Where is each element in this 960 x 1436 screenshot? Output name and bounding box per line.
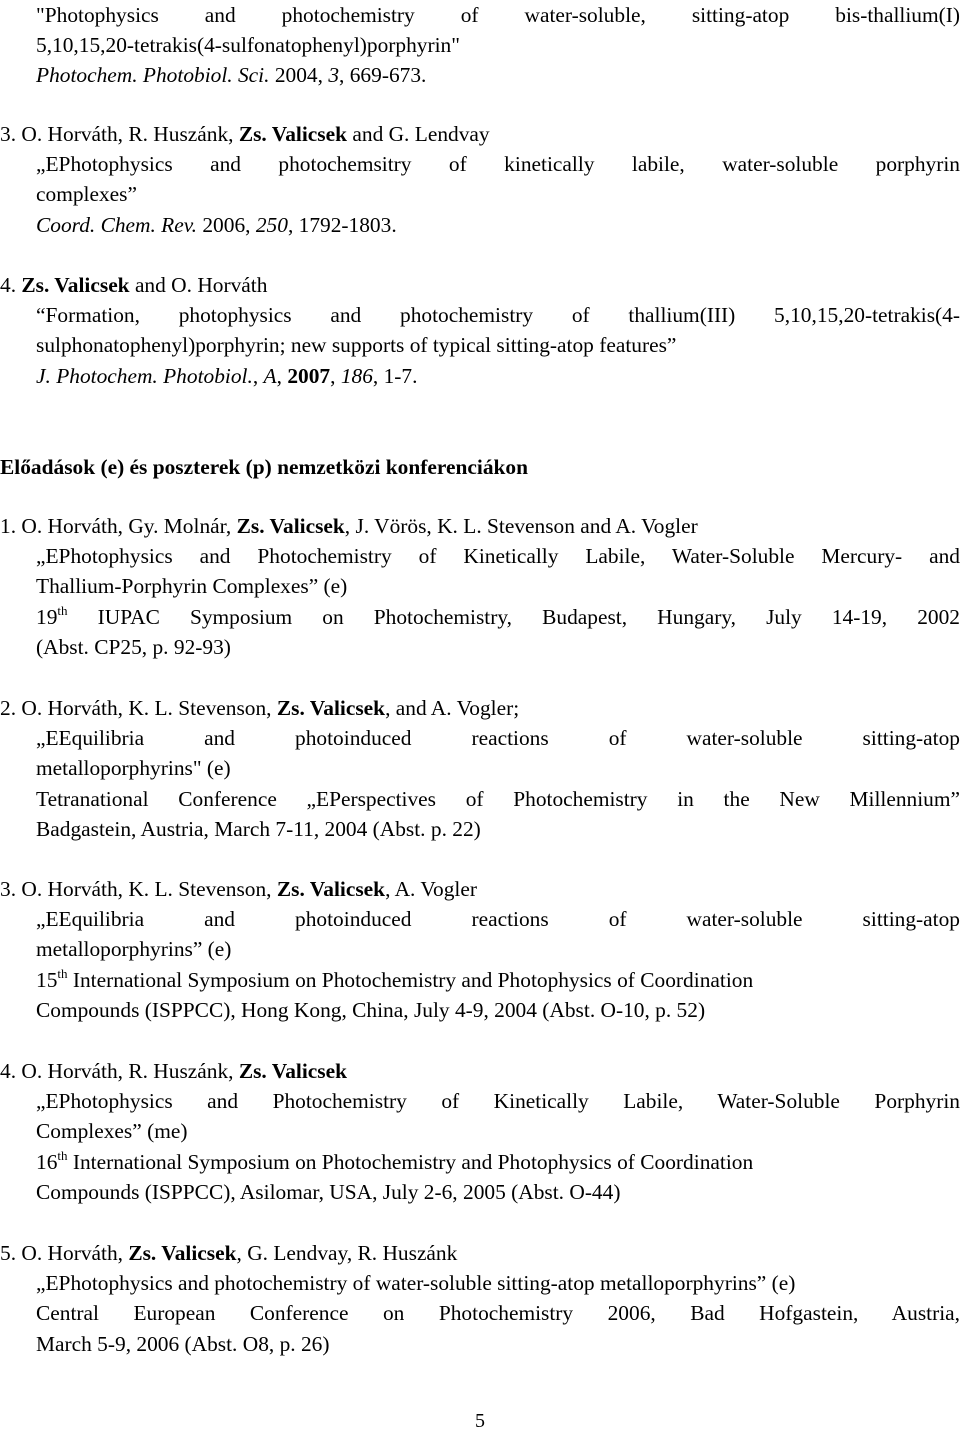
- entry-title-line: 5,10,15,20-tetrakis(4-sulfonatophenyl)porphyrin": [36, 33, 460, 58]
- entry-conference: 19th IUPAC Symposium on Photochemistry, Budapest, Hungary, July 14-19, 2002: [36, 602, 960, 629]
- highlighted-author: Zs. Valicsek: [276, 696, 386, 720]
- entry-citation: Coord. Chem. Rev. 2006, 250, 1792-1803.: [36, 212, 397, 237]
- entry-conference: Badgastein, Austria, March 7-11, 2004 (Abst. p. 22): [36, 816, 481, 841]
- entry-title-line: „EPhotophysics and Photochemistry of Kinetically Labile, Water-Soluble Mercury- and: [36, 544, 960, 569]
- section-heading: Előadások (e) és poszterek (p) nemzetközi konferenciákon: [0, 455, 528, 479]
- entry-authors: 3. O. Horváth, K. L. Stevenson, Zs. Valicsek, A. Vogler: [0, 877, 477, 901]
- entry-authors: 3. O. Horváth, R. Huszánk, Zs. Valicsek and G. Lendvay: [0, 122, 490, 146]
- highlighted-author: Zs. Valicsek: [236, 514, 345, 538]
- conference-entry-5: [0, 1238, 960, 1359]
- entry-conference: 15th International Symposium on Photochemistry and Photophysics of Coordination: [36, 965, 754, 992]
- publication-entry-4: [0, 270, 960, 391]
- entry-conference: March 5-9, 2006 (Abst. O8, p. 26): [36, 1331, 330, 1356]
- entry-conference: Compounds (ISPPCC), Asilomar, USA, July 2-6, 2005 (Abst. O-44): [36, 1179, 621, 1204]
- journal-name: Photochem. Photobiol. Sci.: [36, 63, 270, 88]
- entry-conference: Compounds (ISPPCC), Hong Kong, China, July 4-9, 2004 (Abst. O-10, p. 52): [36, 997, 706, 1022]
- entry-title-line: metalloporphyrins” (e): [36, 937, 232, 962]
- entry-conference: (Abst. CP25, p. 92-93): [36, 634, 231, 659]
- conference-entry-1: [0, 511, 960, 662]
- entry-authors: 4. O. Horváth, R. Huszánk, Zs. Valicsek: [0, 1059, 348, 1083]
- entry-title-line: Complexes” (me): [36, 1119, 188, 1144]
- entry-title-line: „EPhotophysics and photochemistry of water-soluble sitting-atop metalloporphyrins” (e): [36, 1271, 796, 1296]
- highlighted-author: Zs. Valicsek: [128, 1241, 237, 1265]
- entry-conference: 16th International Symposium on Photochemistry and Photophysics of Coordination: [36, 1147, 754, 1174]
- publication-entry-3: [0, 119, 960, 240]
- entry-title-line: „EPhotophysics and Photochemistry of Kinetically Labile, Water-Soluble Porphyrin: [36, 1089, 960, 1114]
- journal-name: J. Photochem. Photobiol.: [36, 363, 253, 388]
- entry-title-line: Thallium-Porphyrin Complexes” (e): [36, 574, 348, 599]
- highlighted-author: Zs. Valicsek: [276, 877, 386, 901]
- entry-authors: 2. O. Horváth, K. L. Stevenson, Zs. Valicsek, and A. Vogler;: [0, 696, 520, 720]
- entry-title-line: complexes”: [36, 182, 137, 207]
- entry-conference: Tetranational Conference „EPerspectives of Photochemistry in the New Millennium”: [36, 786, 960, 811]
- journal-name: Coord. Chem. Rev.: [36, 212, 197, 237]
- conference-entry-4: [0, 1056, 960, 1207]
- entry-title-line: metalloporphyrins" (e): [36, 756, 231, 781]
- entry-title-line: “Formation, photophysics and photochemistry of thallium(III) 5,10,15,20-tetrakis(4-: [36, 303, 960, 328]
- entry-authors: 4. Zs. Valicsek and O. Horváth: [0, 273, 268, 297]
- entry-citation: J. Photochem. Photobiol., A, 2007, 186, 1-7.: [36, 363, 418, 388]
- entry-conference: Central European Conference on Photochemistry 2006, Bad Hofgastein, Austria,: [36, 1301, 960, 1326]
- page-number: 5: [475, 1410, 485, 1432]
- conference-entry-2: [0, 693, 960, 844]
- entry-title-line: "Photophysics and photochemistry of water-soluble, sitting-atop bis-thallium(I): [36, 3, 960, 27]
- highlighted-author: Zs. Valicsek: [238, 1059, 348, 1083]
- entry-title-line: „EEquilibria and photoinduced reactions of water-soluble sitting-atop: [36, 726, 960, 751]
- entry-title-line: sulphonatophenyl)porphyrin; new supports of typical sitting-atop features”: [36, 333, 677, 358]
- entry-citation: Photochem. Photobiol. Sci. 2004, 3, 669-673.: [36, 63, 427, 88]
- conference-entry-3: [0, 874, 960, 1025]
- entry-authors: 1. O. Horváth, Gy. Molnár, Zs. Valicsek, J. Vörös, K. L. Stevenson and A. Vogler: [0, 514, 698, 538]
- entry-title-line: „EEquilibria and photoinduced reactions of water-soluble sitting-atop: [36, 907, 960, 932]
- highlighted-author: Zs. Valicsek: [21, 273, 130, 297]
- entry-title-line: „EPhotophysics and photochemsitry of kinetically labile, water-soluble porphyrin: [36, 152, 960, 177]
- publication-entry-2: [36, 0, 960, 91]
- highlighted-author: Zs. Valicsek: [238, 122, 348, 146]
- entry-authors: 5. O. Horváth, Zs. Valicsek, G. Lendvay, R. Huszánk: [0, 1241, 458, 1265]
